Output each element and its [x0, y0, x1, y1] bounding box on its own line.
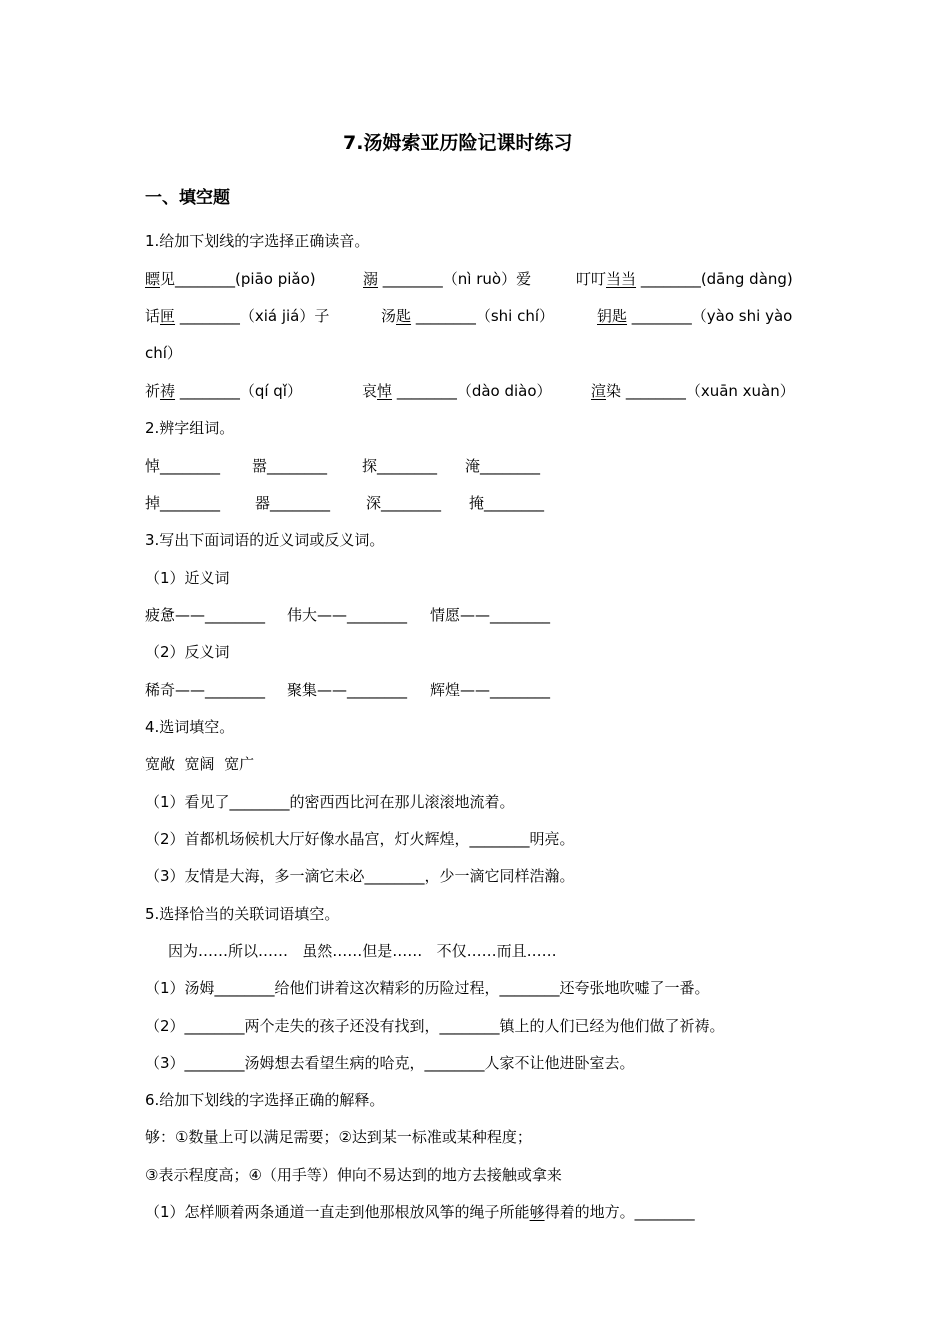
q4-sentence: （1）看见了________的密西西比河在那儿滚滚地流着。 — [145, 793, 515, 811]
q1-item: 话匣 ________（xiá jiá）子 — [145, 307, 330, 325]
q2-item: 悼________ — [145, 457, 221, 475]
q5-sentence: （1）汤姆________给他们讲着这次精彩的历险过程，________还夸张地吹嘘了一番。 — [145, 979, 710, 997]
q5-sentence: （2）________两个走失的孩子还没有找到，________镇上的人们已经为他们做了祈祷。 — [145, 1017, 725, 1035]
q3-item: 疲惫——________ — [145, 606, 266, 624]
q3-subheading: （2）反义词 — [145, 643, 230, 661]
q2-item: 器________ — [255, 494, 331, 512]
q2-item: 探________ — [362, 457, 438, 475]
q1-item: 钥匙 ________（yào shi yào — [597, 307, 793, 325]
q1-item: 溺 ________（nì ruò）爱 — [363, 270, 532, 288]
q4-heading: 4.选词填空。 — [145, 718, 235, 736]
q4-word-options: 宽敞 宽阔 宽广 — [145, 755, 255, 773]
q2-item: 掩________ — [469, 494, 545, 512]
q6-sentence: （1）怎样顺着两条通道一直走到他那根放风筝的绳子所能够得着的地方。________ — [145, 1203, 695, 1221]
q1-item: 瞟见________(piāo piǎo) — [145, 270, 316, 288]
q5-word-options: 因为……所以…… 虽然……但是…… 不仅……而且…… — [168, 942, 557, 960]
q1-item: 祈祷 ________（qí qǐ） — [145, 382, 302, 400]
q1-item: 汤匙 ________（shi chí） — [381, 307, 554, 325]
q3-item: 情愿——________ — [430, 606, 551, 624]
q3-item: 稀奇——________ — [145, 681, 266, 699]
page-title: 7.汤姆索亚历险记课时练习 — [343, 132, 573, 154]
q6-definition: 够：①数量上可以满足需要；②达到某一标准或某种程度； — [145, 1128, 532, 1146]
q5-sentence: （3）________汤姆想去看望生病的哈克，________人家不让他进卧室去。 — [145, 1054, 635, 1072]
q1-item: 叮叮当当 ________(dāng dàng) — [576, 270, 793, 288]
q2-item: 掉________ — [145, 494, 221, 512]
q6-definition: ③表示程度高；④（用手等）伸向不易达到的地方去接触或拿来 — [145, 1166, 562, 1184]
q1-continuation: chí） — [145, 344, 182, 362]
q4-sentence: （3）友情是大海，多一滴它未必________，少一滴它同样浩瀚。 — [145, 867, 575, 885]
q2-item: 嚣________ — [252, 457, 328, 475]
q5-heading: 5.选择恰当的关联词语填空。 — [145, 905, 340, 923]
q2-heading: 2.辨字组词。 — [145, 419, 235, 437]
q3-subheading: （1）近义词 — [145, 569, 230, 587]
section-heading: 一、填空题 — [145, 188, 230, 208]
q1-item: 渲染 ________（xuān xuàn） — [591, 382, 795, 400]
q3-item: 伟大——________ — [287, 606, 408, 624]
q3-item: 辉煌——________ — [430, 681, 551, 699]
q6-heading: 6.给加下划线的字选择正确的解释。 — [145, 1091, 385, 1109]
q1-heading: 1.给加下划线的字选择正确读音。 — [145, 232, 370, 250]
q1-item: 哀悼 ________（dào diào） — [362, 382, 552, 400]
q2-item: 深________ — [366, 494, 442, 512]
q4-sentence: （2）首都机场候机大厅好像水晶宫，灯火辉煌，________明亮。 — [145, 830, 575, 848]
q3-heading: 3.写出下面词语的近义词或反义词。 — [145, 531, 385, 549]
q2-item: 淹________ — [465, 457, 541, 475]
q3-item: 聚集——________ — [287, 681, 408, 699]
